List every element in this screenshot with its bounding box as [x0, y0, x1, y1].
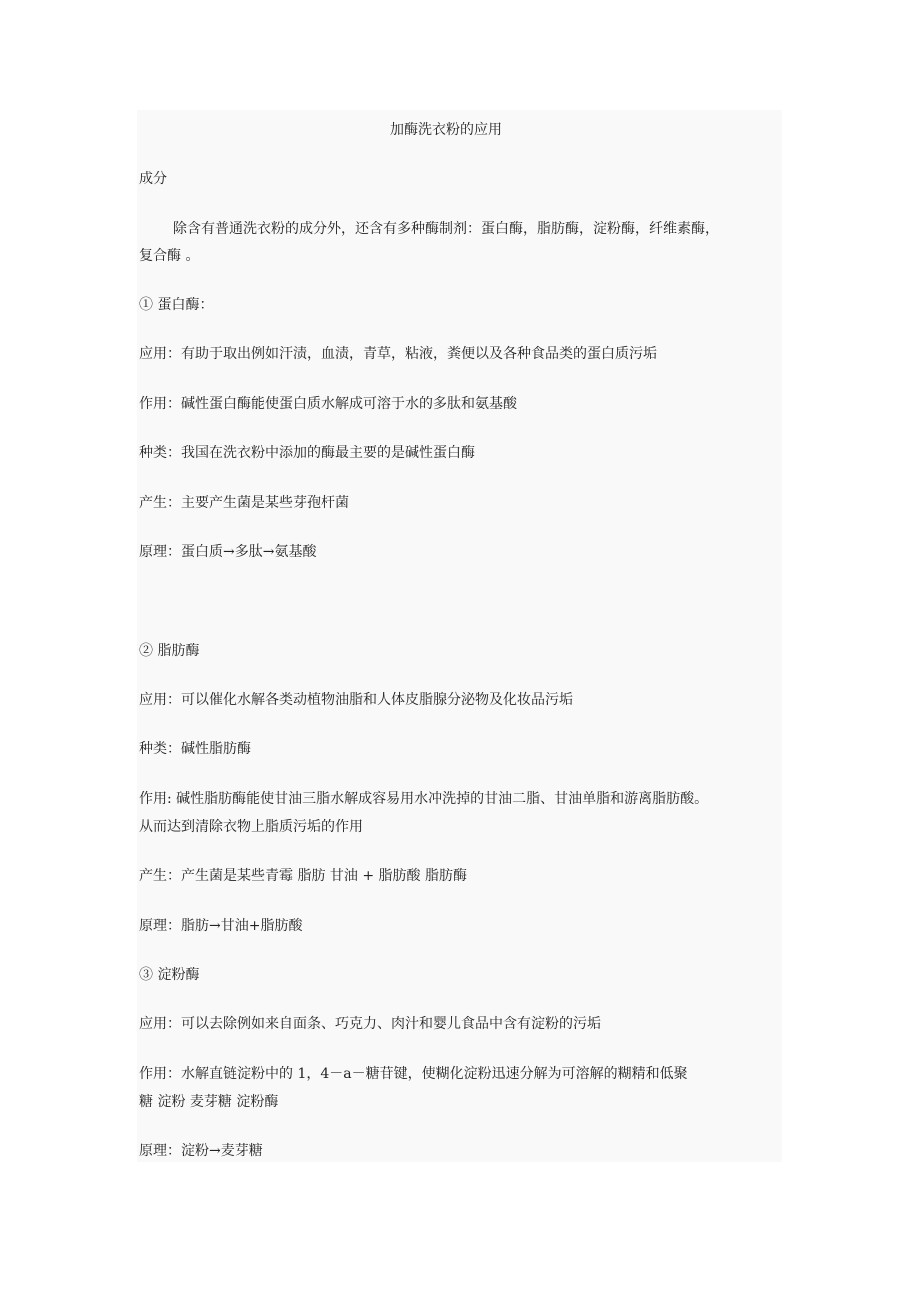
composition-text-line2: 复合酶 。 — [139, 248, 200, 264]
page-title: 加酶洗衣粉的应用 — [390, 122, 502, 138]
amylase-function-line2: 糖 淀粉 麦芽糖 淀粉酶 — [139, 1094, 279, 1110]
lipase-function-line1: 作用: 碱性脂肪酶能使甘油三脂水解成容易用水冲洗掉的甘油二脂、甘油单脂和游离脂肪酸。 — [139, 791, 709, 807]
amylase-application: 应用：可以去除例如来自面条、巧克力、肉汁和婴儿食品中含有淀粉的污垢 — [139, 1016, 601, 1032]
amylase-principle: 原理：淀粉→麦芽糖 — [139, 1143, 263, 1159]
protease-source: 产生：主要产生菌是某些芽孢杆菌 — [139, 495, 349, 511]
document-page-panel — [137, 110, 782, 1162]
lipase-source: 产生：产生菌是某些青霉 脂肪 甘油 + 脂肪酸 脂肪酶 — [139, 868, 467, 884]
lipase-principle: 原理：脂肪→甘油+脂肪酸 — [139, 918, 303, 934]
amylase-heading: ③ 淀粉酶 — [139, 967, 200, 983]
lipase-application: 应用：可以催化水解各类动植物油脂和人体皮脂腺分泌物及化妆品污垢 — [139, 692, 573, 708]
protease-type: 种类：我国在洗衣粉中添加的酶最主要的是碱性蛋白酶 — [139, 445, 475, 461]
protease-function: 作用：碱性蛋白酶能使蛋白质水解成可溶于水的多肽和氨基酸 — [139, 396, 517, 412]
protease-principle: 原理：蛋白质→多肽→氨基酸 — [139, 544, 317, 560]
composition-heading: 成分 — [139, 171, 167, 187]
amylase-function-line1: 作用：水解直链淀粉中的 1，4－a－糖苷键，使糊化淀粉迅速分解为可溶解的糊精和低聚 — [139, 1066, 688, 1082]
lipase-function-line2: 从而达到清除衣物上脂质污垢的作用 — [139, 819, 363, 835]
protease-application: 应用：有助于取出例如汗渍，血渍，青草，粘液，粪便以及各种食品类的蛋白质污垢 — [139, 346, 657, 362]
protease-heading: ① 蛋白酶： — [139, 297, 214, 313]
lipase-heading: ② 脂肪酶 — [139, 643, 200, 659]
composition-text-line1: 除含有普通洗衣粉的成分外，还含有多种酶制剂：蛋白酶，脂肪酶，淀粉酶，纤维素酶， — [173, 221, 719, 237]
lipase-type: 种类：碱性脂肪酶 — [139, 741, 251, 757]
